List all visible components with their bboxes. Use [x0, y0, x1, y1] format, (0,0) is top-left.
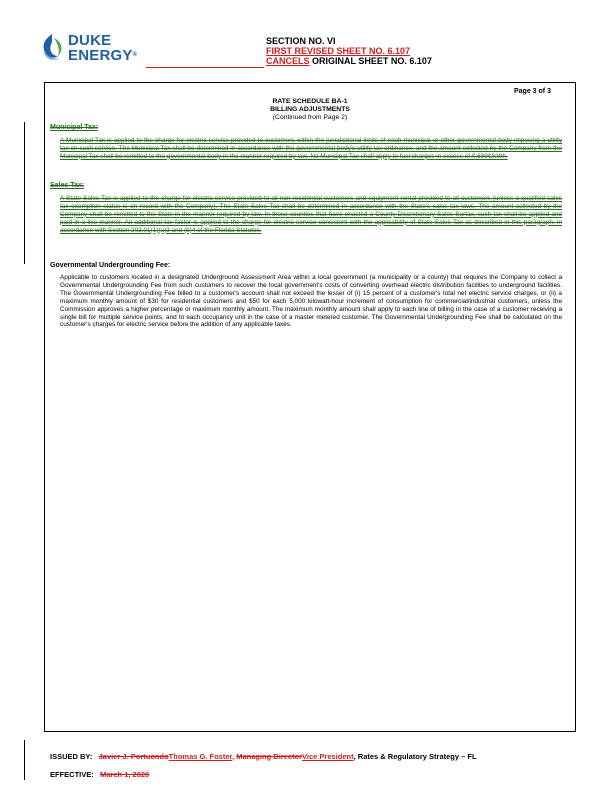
header-revision-rule	[146, 67, 264, 68]
sales-tax-heading: Sales Tax:	[50, 182, 85, 189]
logo-line-2: ENERGY	[68, 47, 133, 64]
footer-change-bar	[24, 740, 25, 780]
old-issuer-title: Managing Director	[236, 752, 303, 761]
duke-energy-logo	[38, 30, 148, 74]
new-issuer-name: Thomas G. Foster	[168, 752, 233, 761]
issuer-separator: ,	[232, 752, 237, 761]
page-number: Page 3 of 3	[514, 88, 551, 95]
sales-tax-paragraph: A State Sales Tax is applied to the charge for electric service provided to all non-residential customers and equipment rental provided to all customers (unless a qualified sales tax exemption status is on record with the Company). The State Sales Tax shall be determined in accordance with the State's sales tax laws. The amount collected by the Company shall be remitted to the State in the manner required by law. In those counties that have enacted a County Discretionary Sales Surtax, such tax shall be applied and paid in a like manner. An additional tax factor is applied to the charge for electric service consistent with the applicability of State Sales Tax as described in this paragraph, in accordance with Section 203.01(1)(a)3 and (b)4 of the Florida Statutes.	[60, 195, 562, 234]
effective-line	[50, 770, 149, 779]
undergrounding-fee-heading: Governmental Undergrounding Fee:	[50, 262, 171, 269]
title-line-2: BILLING ADJUSTMENTS	[270, 106, 350, 113]
title-line-1: RATE SCHEDULE BA-1	[272, 98, 348, 105]
effective-date: March 1, 2020	[100, 770, 150, 779]
issuer-department: , Rates & Regulatory Strategy – FL	[353, 752, 477, 761]
old-issuer-name: Javier J. Portuondo	[98, 752, 169, 761]
schedule-title	[44, 98, 576, 122]
effective-label: EFFECTIVE:	[50, 770, 94, 779]
sheet-header	[266, 36, 432, 66]
page-frame	[44, 82, 576, 732]
section-number: SECTION NO. VI	[266, 36, 336, 46]
undergrounding-fee-paragraph: Applicable to customers located in a designated Underground Assessment Area within a local government (a municipality or a county) that requires the Company to collect a Governmental Undergrounding Fee from such customers to recover the local government's costs of converting overhead electric distribution facilities to underground facilities. The Governmental Undergrounding Fee billed to a customer's account shall not exceed the lesser of (i) 15 percent of a customer's total net electric service charges, or (ii) a maximum monthly amount of $30 for residential customers and $50 for each 5,000 kilowatt-hour increment of consumption for commercial/industrial customers, unless the Commission approves a higher percentage or maximum monthly amount. The maximum monthly amount shall apply to each line of billing in the case of a customer receiving a single bill for multiple service points, and to each occupancy unit in the case of a master metered customer. The Governmental Undergrounding Fee shall be calculated on the customer's charges for electric service before the addition of any applicable taxes.	[60, 274, 562, 329]
duke-energy-flame-icon	[38, 32, 66, 62]
issued-by-label: ISSUED BY:	[50, 752, 93, 761]
municipal-tax-heading: Municipal Tax:	[50, 124, 99, 131]
title-line-3: (Continued from Page 2)	[272, 114, 348, 121]
municipal-tax-paragraph: A Municipal Tax is applied to the charge for electric service provided to customers within the jurisdictional limits of each municipal or other governmental body imposing a utility tax on such service. The Municipal Tax shall be determined in accordance with the governmental body's utility tax ordinance, and the amount collected by the Company from the Municipal Tax shall be remitted to the governmental body in the manner required by law. No Municipal Tax shall apply to fuel charges in excess of 0.699¢/kWh.	[60, 137, 562, 160]
cancels-word: CANCELS	[266, 56, 310, 66]
logo-registered-mark: ®	[132, 52, 138, 58]
cancels-sheet: ORIGINAL SHEET NO. 6.107	[309, 56, 432, 66]
revision-change-bar	[24, 122, 25, 264]
logo-line-1: DUKE	[68, 32, 112, 49]
revised-sheet: FIRST REVISED SHEET NO. 6.107	[266, 46, 411, 56]
new-issuer-title: Vice President	[302, 752, 354, 761]
issued-by-line	[50, 752, 477, 761]
